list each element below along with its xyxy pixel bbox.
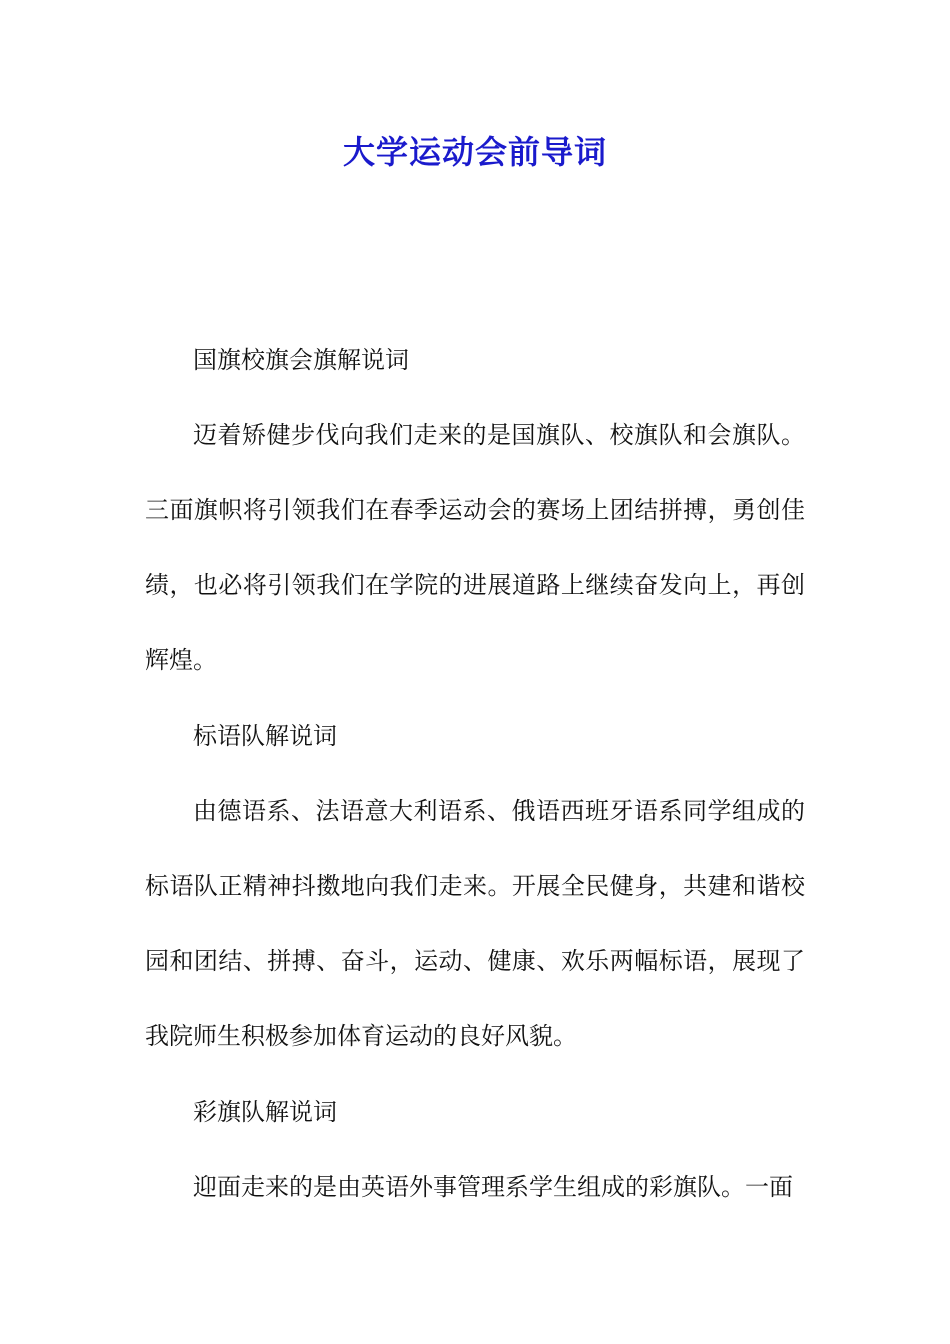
- document-title: 大学运动会前导词: [342, 133, 607, 171]
- section-paragraph: 由德语系、法语意大利语系、俄语西班牙语系同学组成的标语队正精神抖擞地向我们走来。开展全民健身，共建和谐校园和团结、拼搏、奋斗，运动、健康、欢乐两幅标语，展现了我院师生积极参加体育运动的良好风貌。: [145, 797, 805, 1050]
- document-body: [145, 336, 805, 1239]
- section-paragraph: 迈着矫健步伐向我们走来的是国旗队、校旗队和会旗队。三面旗帜将引领我们在春季运动会的赛场上团结拼搏，勇创佳绩，也必将引领我们在学院的进展道路上继续奋发向上，再创辉煌。: [145, 421, 805, 674]
- section-heading: 彩旗队解说词: [193, 1098, 337, 1126]
- section-heading: 标语队解说词: [193, 722, 337, 750]
- section-heading: 国旗校旗会旗解说词: [193, 346, 409, 374]
- section-paragraph: 迎面走来的是由英语外事管理系学生组成的彩旗队。一面: [193, 1173, 793, 1201]
